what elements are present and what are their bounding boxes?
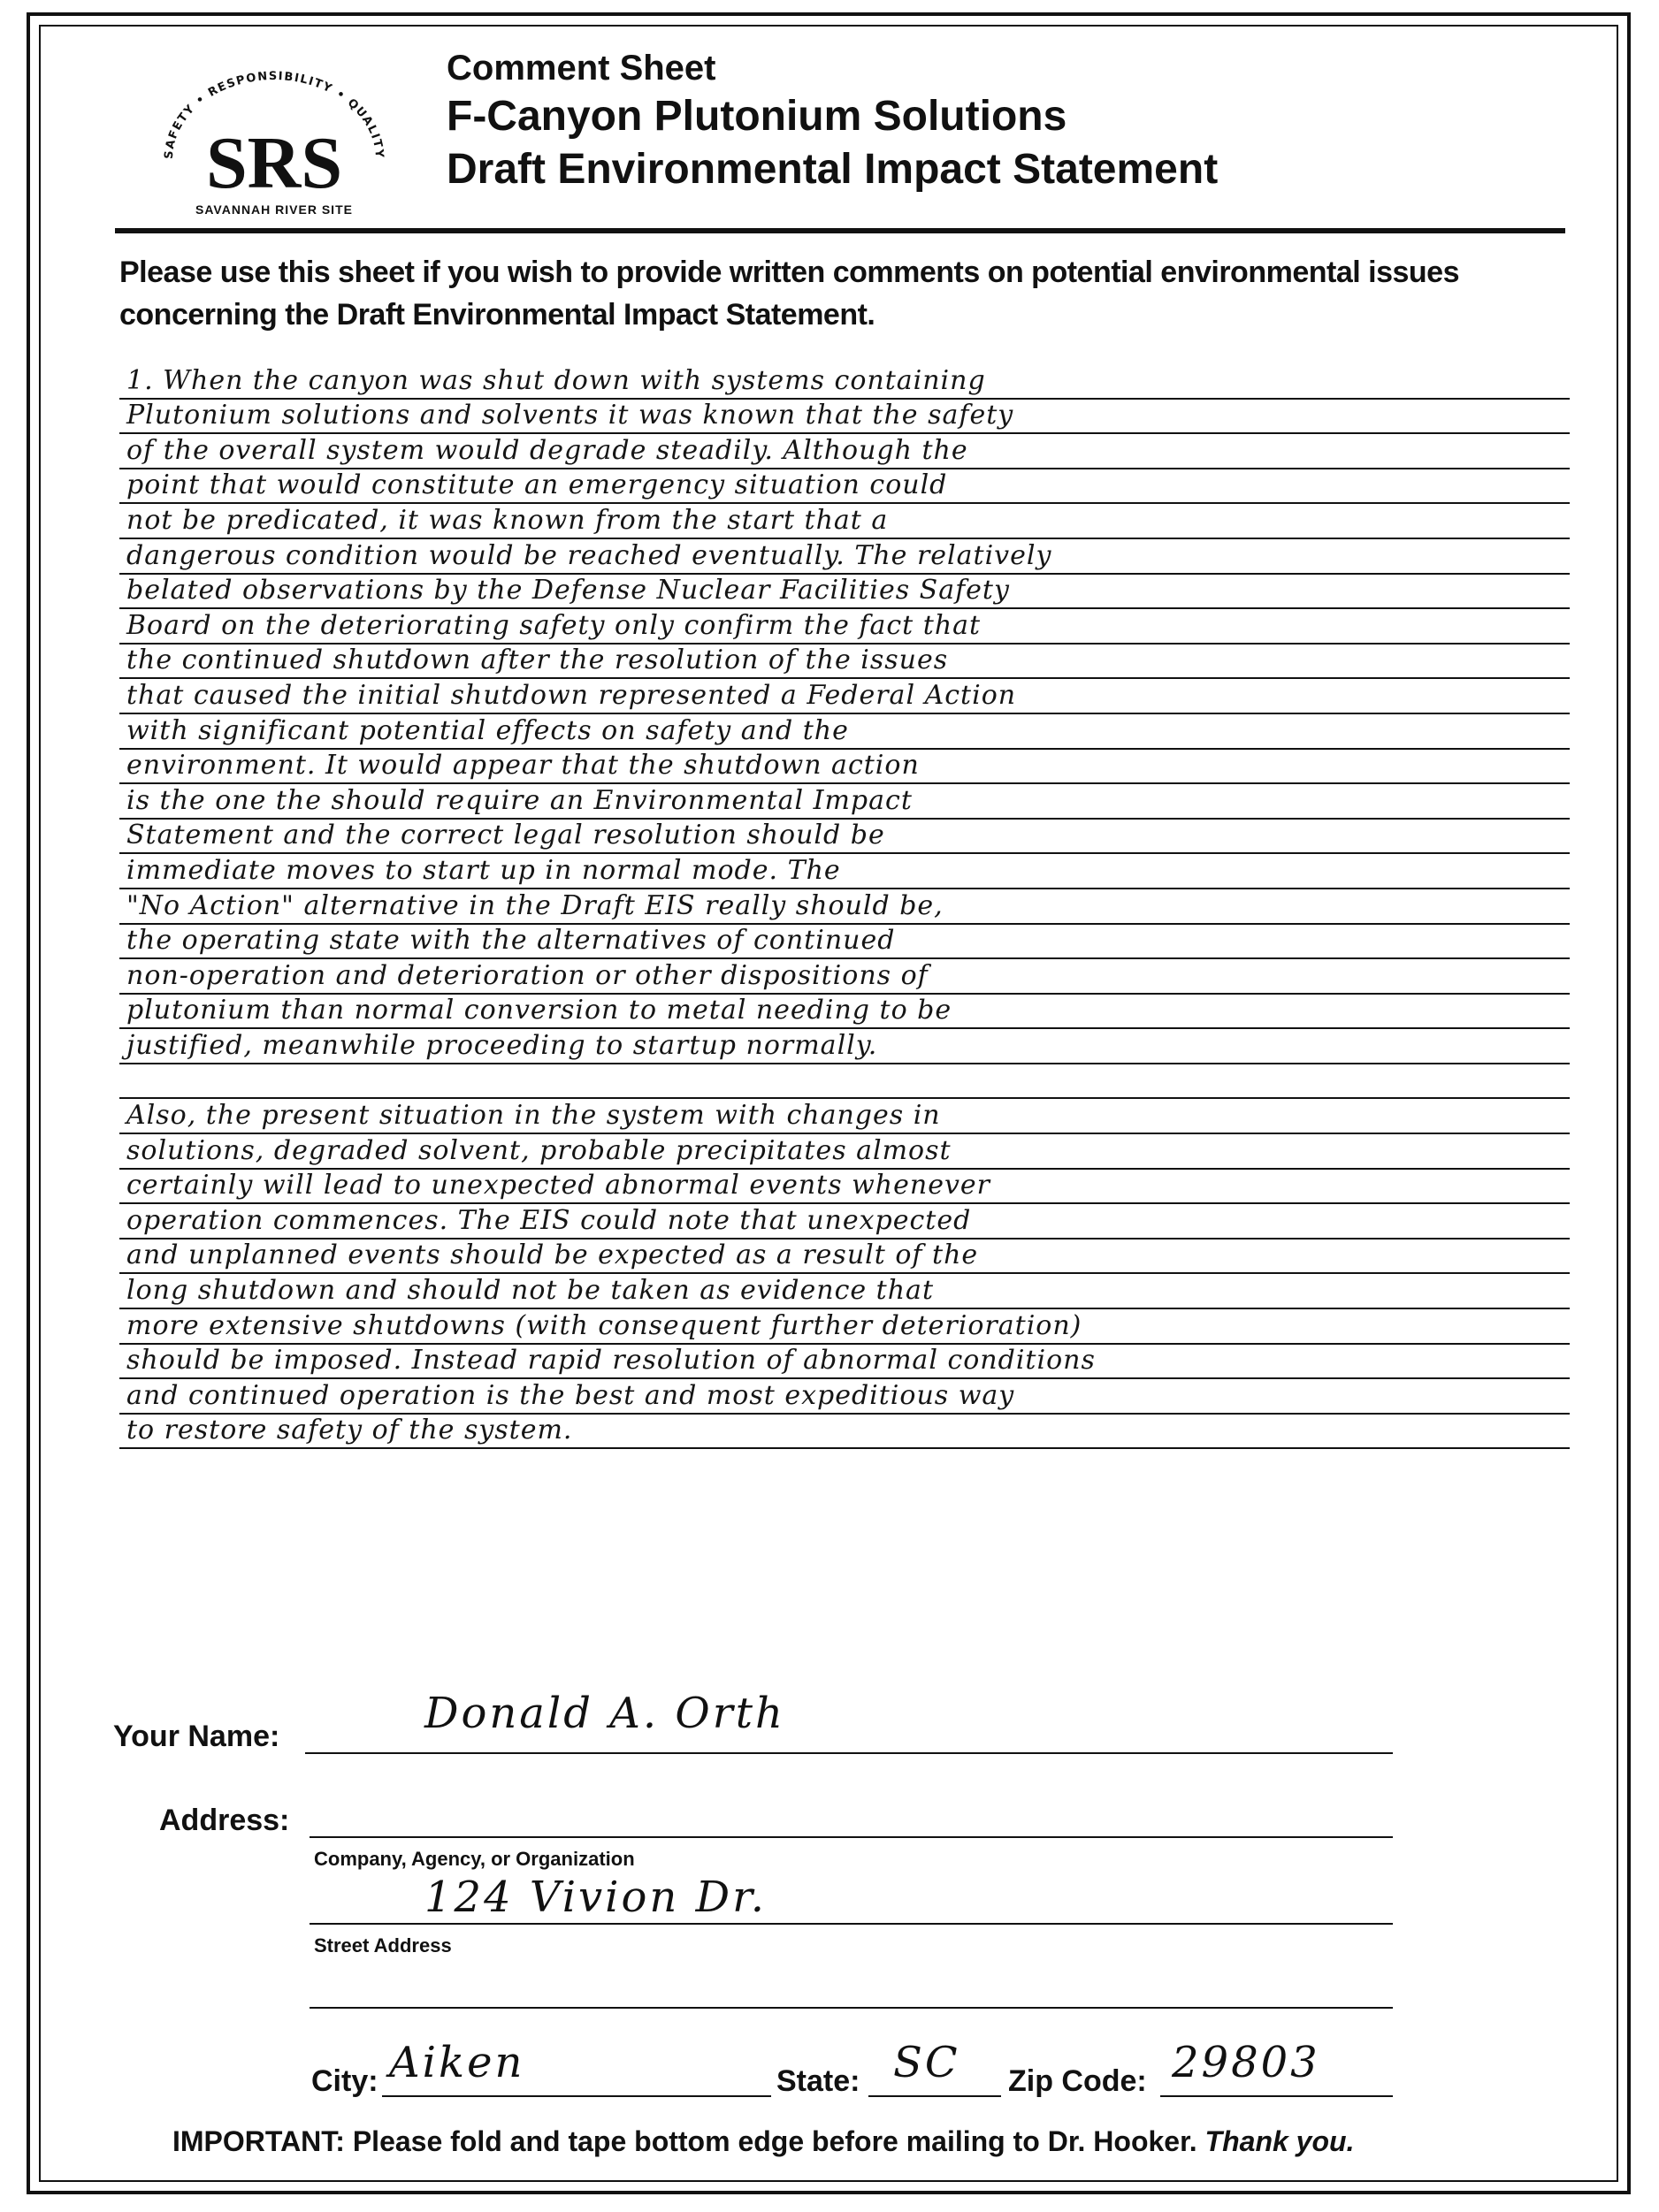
comment-line[interactable] [119, 1345, 1570, 1380]
comment-line[interactable] [119, 1274, 1570, 1309]
comment-text: and unplanned events should be expected as a result of the [126, 1239, 979, 1271]
comment-line[interactable] [119, 1309, 1570, 1345]
city-line[interactable] [382, 2095, 771, 2097]
city-value: Aiken [389, 2038, 525, 2087]
comment-text: environment. It would appear that the shutdown action [126, 750, 920, 782]
header-line-title: F-Canyon Plutonium Solutions [447, 93, 1067, 140]
srs-seal-logo [133, 55, 416, 223]
comment-text: more extensive shutdowns (with consequent further deterioration) [126, 1309, 1082, 1341]
comment-line[interactable] [119, 854, 1570, 889]
street-caption: Street Address [314, 1934, 452, 1956]
comment-line[interactable] [119, 1415, 1570, 1450]
state-line[interactable] [868, 2095, 1001, 2097]
comment-text: belated observations by the Defense Nuclear Facilities Safety [126, 575, 1010, 606]
comment-line[interactable] [119, 400, 1570, 435]
comment-lines [119, 364, 1570, 1449]
state-label: State: [776, 2064, 860, 2098]
header-line-subtitle: Draft Environmental Impact Statement [447, 146, 1219, 193]
comment-line[interactable] [119, 1170, 1570, 1205]
comment-line[interactable] [119, 714, 1570, 750]
comment-text: immediate moves to start up in normal mode. The [126, 854, 841, 886]
comment-text: Statement and the correct legal resolution should be [126, 820, 885, 851]
comment-line[interactable] [119, 889, 1570, 925]
comment-text: to restore safety of the system. [126, 1415, 573, 1446]
comment-line[interactable] [119, 539, 1570, 575]
comment-line[interactable] [119, 504, 1570, 539]
comment-text: operation commences. The EIS could note that unexpected [126, 1204, 972, 1236]
comment-text: the continued shutdown after the resolution of the issues [126, 645, 949, 676]
form-header [447, 46, 1218, 196]
comment-line[interactable] [119, 750, 1570, 785]
comment-text: Plutonium solutions and solvents it was known that the safety [126, 400, 1014, 431]
comment-text: dangerous condition would be reached eventually. The relatively [126, 539, 1052, 571]
comment-text: justified, meanwhile proceeding to startup normally. [126, 1029, 878, 1061]
seal-ring-text: SAFETY • RESPONSIBILITY • QUALITY [162, 70, 386, 160]
comment-line[interactable] [119, 1029, 1570, 1064]
seal-letters: SRS [205, 122, 343, 204]
thank-you-note: Thank you. [1204, 2125, 1355, 2157]
instructions-text: Please use this sheet if you wish to provide written comments on potential environmental issues concerning the Draft Environmental Impact Statement. [119, 256, 1459, 332]
street-line[interactable] [310, 1923, 1393, 1925]
comment-line[interactable] [119, 575, 1570, 610]
comment-line[interactable] [119, 1239, 1570, 1275]
comment-text: and continued operation is the best and most expeditious way [126, 1379, 1015, 1411]
comment-text: the operating state with the alternatives of continued [126, 925, 896, 957]
comment-text: should be imposed. Instead rapid resolution of abnormal conditions [126, 1345, 1096, 1377]
state-value: SC [893, 2038, 960, 2087]
comment-text: Board on the deteriorating safety only confirm the fact that [126, 609, 982, 641]
seal-bottom-text: SAVANNAH RIVER SITE [195, 202, 353, 217]
zip-line[interactable] [1160, 2095, 1393, 2097]
comment-line[interactable] [119, 1204, 1570, 1239]
comment-line[interactable] [119, 679, 1570, 714]
comment-text: Also, the present situation in the system with changes in [126, 1100, 941, 1132]
comment-line[interactable] [119, 469, 1570, 505]
comment-line[interactable] [119, 784, 1570, 820]
comment-line[interactable] [119, 434, 1570, 469]
company-line[interactable] [310, 1836, 1393, 1838]
name-line[interactable] [305, 1752, 1393, 1754]
name-label: Your Name: [113, 1720, 280, 1753]
comment-text: point that would constitute an emergency situation could [126, 469, 948, 501]
city-label: City: [311, 2064, 378, 2098]
comment-text: of the overall system would degrade steadily. Although the [126, 434, 968, 466]
comment-line[interactable] [119, 364, 1570, 400]
comment-line[interactable] [119, 925, 1570, 960]
comment-text: certainly will lead to unexpected abnormal events whenever [126, 1170, 990, 1201]
comment-line[interactable] [119, 1134, 1570, 1170]
street-value: 124 Vivion Dr. [424, 1873, 767, 1922]
comment-text: 1. When the canyon was shut down with systems containing [126, 364, 986, 396]
address-label: Address: [159, 1804, 290, 1837]
name-value: Donald A. Orth [424, 1689, 785, 1738]
comment-text: is the one the should require an Environmental Impact [126, 784, 913, 816]
address-extra-line[interactable] [310, 2007, 1393, 2009]
comment-line[interactable] [119, 645, 1570, 680]
comment-line[interactable] [119, 609, 1570, 645]
comment-text: long shutdown and should not be taken as evidence that [126, 1275, 934, 1307]
header-line-comment-sheet: Comment Sheet [447, 49, 716, 88]
comment-line[interactable] [119, 820, 1570, 855]
header-rule [115, 228, 1565, 233]
comment-text: not be predicated, it was known from the start that a [126, 504, 889, 536]
mailing-instructions [172, 2125, 1354, 2158]
comment-text: non-operation and deterioration or other dispositions of [126, 959, 929, 991]
zip-value: 29803 [1172, 2038, 1320, 2087]
zip-label: Zip Code: [1008, 2064, 1147, 2098]
comment-text: plutonium than normal conversion to metal needing to be [126, 995, 952, 1026]
comment-line[interactable] [119, 1379, 1570, 1415]
important-note: IMPORTANT: Please fold and tape bottom edge before mailing to Dr. Hooker. [172, 2125, 1197, 2157]
comment-text: that caused the initial shutdown represented a Federal Action [126, 679, 1017, 711]
comment-line[interactable] [119, 995, 1570, 1030]
comment-line[interactable] [119, 1099, 1570, 1134]
comment-text: "No Action" alternative in the Draft EIS really should be, [126, 889, 944, 921]
comment-line[interactable] [119, 1064, 1570, 1100]
comment-text: solutions, degraded solvent, probable precipitates almost [126, 1134, 952, 1166]
company-caption: Company, Agency, or Organization [314, 1848, 635, 1870]
comment-text: with significant potential effects on safety and the [126, 714, 849, 746]
comment-line[interactable] [119, 959, 1570, 995]
